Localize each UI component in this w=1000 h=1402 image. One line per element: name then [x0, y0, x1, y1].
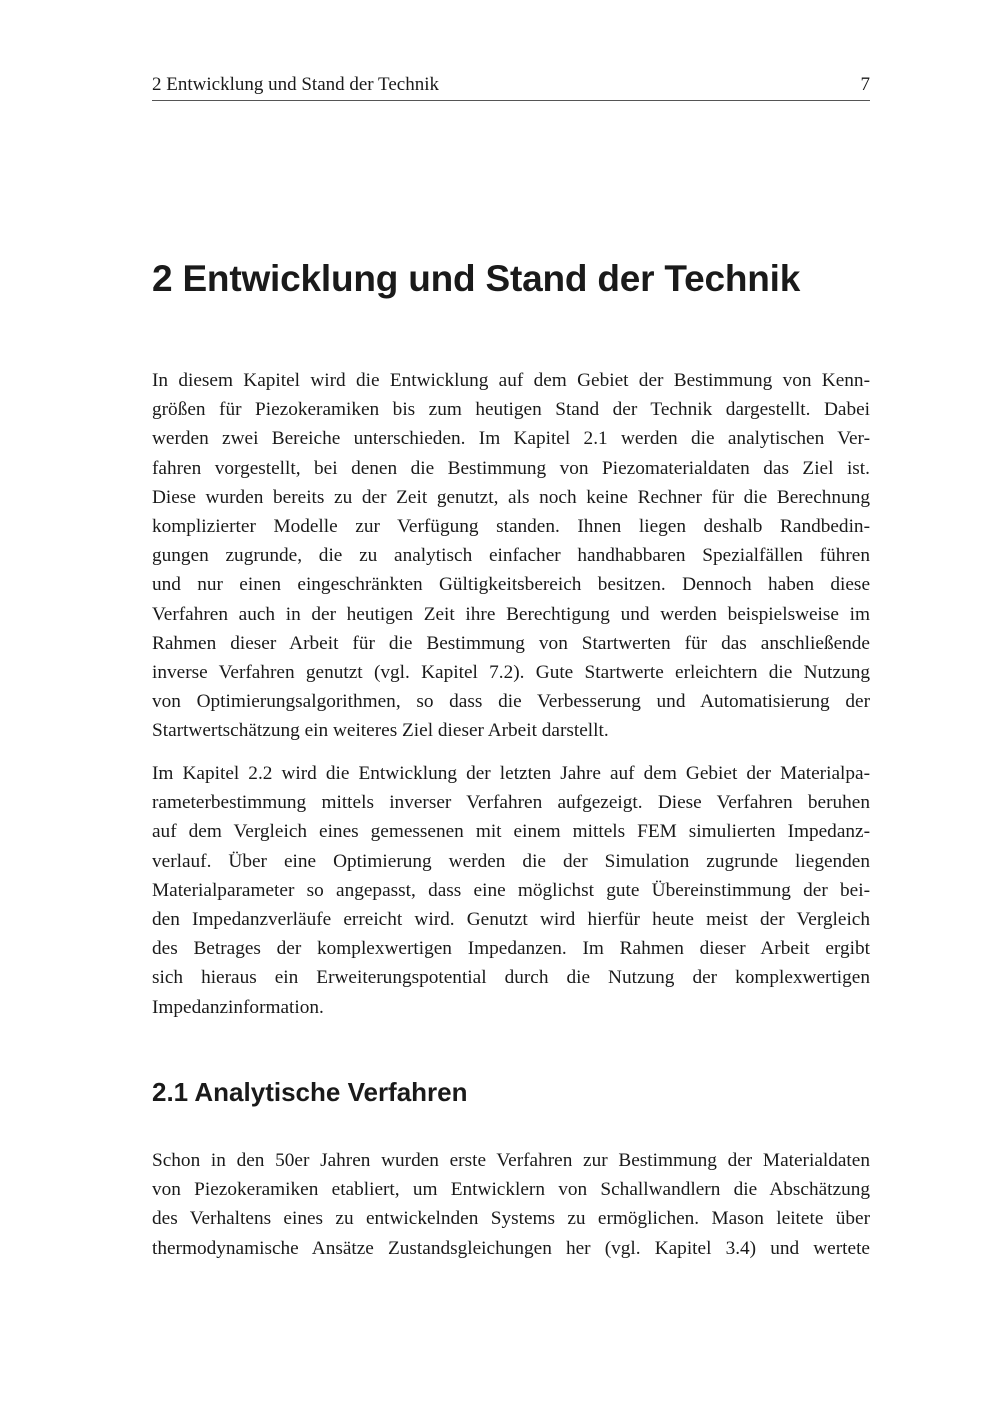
- running-title: 2 Entwicklung und Stand der Technik: [152, 74, 439, 95]
- text-line: gungen zugrunde, die zu analytisch einfacher handhabbaren Spezialfällen führen: [152, 545, 870, 567]
- paragraph-intro: [152, 366, 870, 745]
- text-line: von Piezokeramiken etabliert, um Entwicklern von Schallwandlern die Abschätzung: [152, 1179, 870, 1201]
- text-line: Verfahren auch in der heutigen Zeit ihre Berechtigung und werden beispielsweise im: [152, 603, 870, 625]
- text-line: komplizierter Modelle zur Verfügung standen. Ihnen liegen deshalb Randbedin-: [152, 515, 870, 537]
- text-line: Schon in den 50er Jahren wurden erste Verfahren zur Bestimmung der Materialdaten: [152, 1150, 870, 1171]
- chapter-title: 2 Entwicklung und Stand der Technik: [152, 258, 801, 299]
- text-line: sich hieraus ein Erweiterungspotential durch die Nutzung der komplexwertigen: [152, 967, 870, 989]
- text-line: von Optimierungsalgorithmen, so dass die Verbesserung und Automatisierung der: [152, 691, 870, 713]
- text-line: Diese wurden bereits zu der Zeit genutzt, als noch keine Rechner für die Berechnung: [152, 486, 870, 508]
- text-line: thermodynamische Ansätze Zustandsgleichungen her (vgl. Kapitel 3.4) und wertete: [152, 1237, 870, 1259]
- text-line: werden zwei Bereiche unterschieden. Im Kapitel 2.1 werden die analytischen Ver-: [152, 428, 870, 450]
- text-line: Startwertschätzung ein weiteres Ziel dieser Arbeit darstellt.: [152, 720, 609, 742]
- text-line: auf dem Vergleich eines gemessenen mit einem mittels FEM simulierten Impedanz-: [152, 821, 870, 843]
- text-line: größen für Piezokeramiken bis zum heutigen Stand der Technik dargestellt. Dabei: [152, 399, 870, 421]
- text-line: Impedanzinformation.: [152, 996, 324, 1018]
- text-line: fahren vorgestellt, bei denen die Bestimmung von Piezomaterialdaten das Ziel ist.: [152, 457, 870, 479]
- text-line: inverse Verfahren genutzt (vgl. Kapitel 7.2). Gute Startwerte erleichtern die Nutzung: [152, 661, 870, 683]
- text-line: und nur einen eingeschränkten Gültigkeitsbereich besitzen. Dennoch haben diese: [152, 574, 870, 596]
- text-line: In diesem Kapitel wird die Entwicklung auf dem Gebiet der Bestimmung von Kenn-: [152, 370, 870, 391]
- text-line: Im Kapitel 2.2 wird die Entwicklung der letzten Jahre auf dem Gebiet der Materialpa-: [152, 763, 870, 784]
- section-title: 2.1 Analytische Verfahren: [152, 1077, 468, 1107]
- text-line: verlauf. Über eine Optimierung werden die der Simulation zugrunde liegenden: [152, 850, 870, 872]
- text-line: des Betrages der komplexwertigen Impedanzen. Im Rahmen dieser Arbeit ergibt: [152, 938, 870, 960]
- text-line: rameterbestimmung mittels inverser Verfahren aufgezeigt. Diese Verfahren beruhen: [152, 792, 870, 814]
- text-line: des Verhaltens eines zu entwickelnden Systems zu ermöglichen. Mason leitete über: [152, 1208, 870, 1230]
- running-header: [152, 72, 870, 101]
- text-line: den Impedanzverläufe erreicht wird. Genutzt wird hierfür heute meist der Vergleich: [152, 908, 870, 930]
- text-line: Materialparameter so angepasst, dass eine möglichst gute Übereinstimmung der bei-: [152, 879, 870, 901]
- text-line: Rahmen dieser Arbeit für die Bestimmung von Startwerten für das anschließende: [152, 632, 870, 654]
- paragraph-inverse-methods: [152, 759, 870, 1022]
- paragraph-analytic-methods: [152, 1146, 870, 1263]
- page-number: 7: [860, 74, 870, 95]
